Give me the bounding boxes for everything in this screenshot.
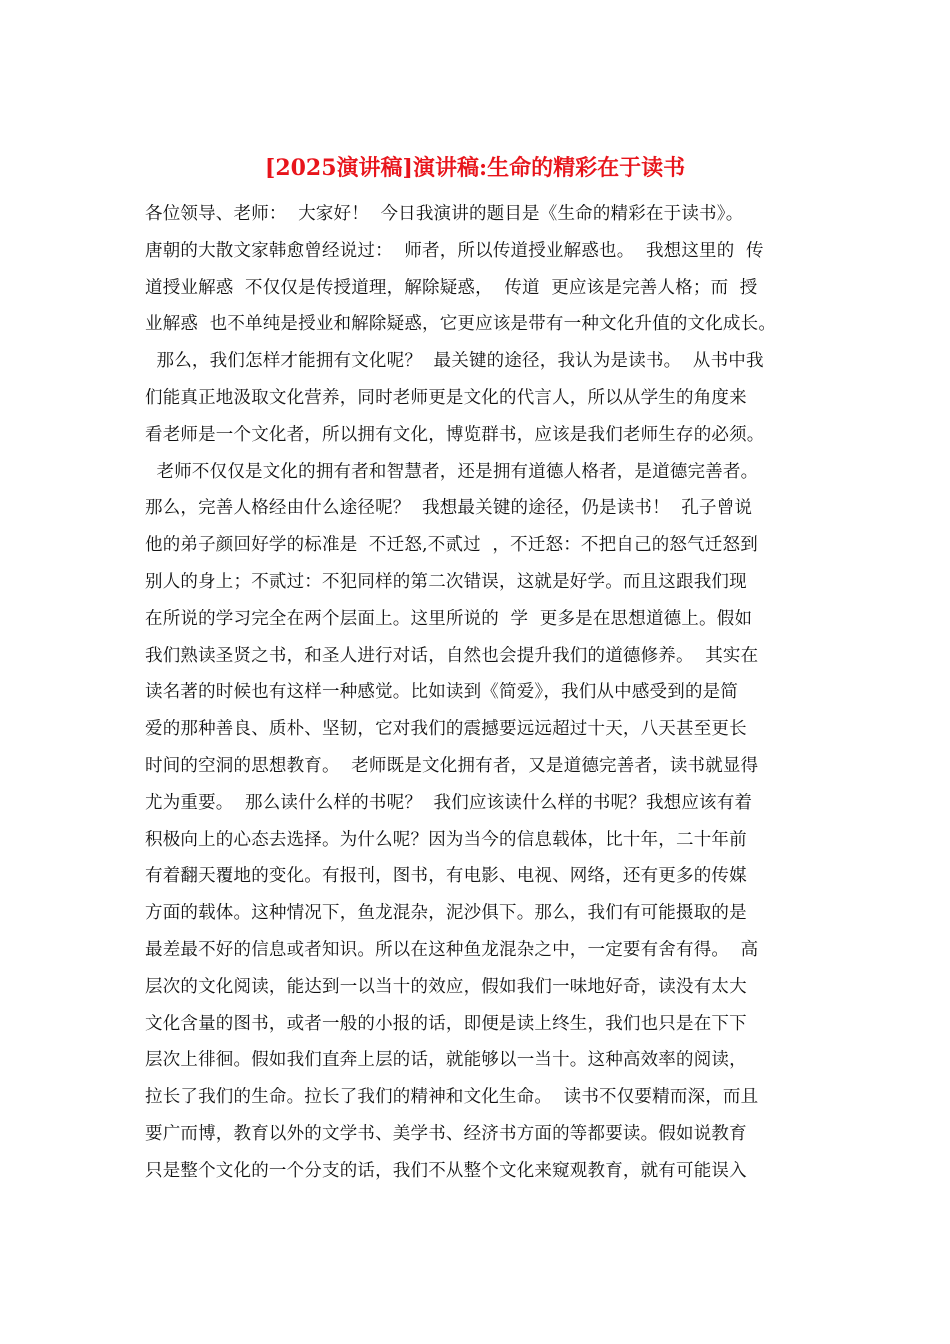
body-line: 读名著的时候也有这样一种感觉。比如读到《简爱》，我们从中感受到的是简 — [145, 682, 739, 703]
body-line: 道授业解惑 不仅仅是传授道理，解除疑惑， 传道 更应该是完善人格；而 授 — [145, 277, 758, 298]
body-line: 只是整个文化的一个分支的话，我们不从整个文化来窥观教育，就有可能误入 — [145, 1160, 747, 1181]
body-line: 尤为重要。 那么读什么样的书呢？ 我们应该读什么样的书呢？我想应该有着 — [145, 792, 753, 813]
body-line: 层次上徘徊。假如我们直奔上层的话，就能够以一当十。这种高效率的阅读， — [145, 1050, 747, 1071]
body-line: 看老师是一个文化者，所以拥有文化，博览群书，应该是我们老师生存的必须。 — [145, 424, 765, 445]
body-line: 爱的那种善良、质朴、坚韧，它对我们的震撼要远远超过十天，八天甚至更长 — [145, 719, 747, 740]
body-line: 文化含量的图书，或者一般的小报的话，即便是读上终生，我们也只是在下下 — [145, 1013, 747, 1034]
body-line: 老师不仅仅是文化的拥有者和智慧者，还是拥有道德人格者，是道德完善者。 — [145, 461, 759, 482]
body-line: 有着翻天覆地的变化。有报刊，图书，有电影、电视、网络，还有更多的传媒 — [145, 866, 747, 887]
body-line: 层次的文化阅读，能达到一以当十的效应，假如我们一味地好奇，读没有太大 — [145, 976, 747, 997]
body-line: 别人的身上；不贰过：不犯同样的第二次错误，这就是好学。而且这跟我们现 — [145, 571, 747, 592]
body-line: 在所说的学习完全在两个层面上。这里所说的 学 更多是在思想道德上。假如 — [145, 608, 753, 629]
body-line: 拉长了我们的生命。拉长了我们的精神和文化生命。 读书不仅要精而深，而且 — [145, 1087, 759, 1108]
body-line: 那么，完善人格经由什么途径呢？ 我想最关键的途径，仍是读书！ 孔子曾说 — [145, 498, 753, 519]
body-line: 要广而博，教育以外的文学书、美学书、经济书方面的等都要读。假如说教育 — [145, 1123, 747, 1144]
body-line: 们能真正地汲取文化营养，同时老师更是文化的代言人，所以从学生的角度来 — [145, 387, 747, 408]
body-line: 业解惑 也不单纯是授业和解除疑惑，它更应该是带有一种文化升值的文化成长。 — [145, 314, 777, 335]
body-line: 方面的载体。这种情况下，鱼龙混杂，泥沙俱下。那么，我们有可能摄取的是 — [145, 903, 747, 924]
body-line: 积极向上的心态去选择。为什么呢？因为当今的信息载体，比十年，二十年前 — [145, 829, 747, 850]
body-line: 各位领导、老师： 大家好！ 今日我演讲的题目是《生命的精彩在于读书》。 — [145, 204, 744, 224]
document-title: [2025演讲稿]演讲稿:生命的精彩在于读书 — [264, 155, 686, 181]
body-line: 我们熟读圣贤之书，和圣人进行对话，自然也会提升我们的道德修养。 其实在 — [145, 645, 759, 666]
document-body — [145, 196, 825, 1190]
body-line: 最差最不好的信息或者知识。所以在这种鱼龙混杂之中，一定要有舍有得。 高 — [145, 939, 759, 960]
body-line: 唐朝的大散文家韩愈曾经说过： 师者，所以传道授业解惑也。 我想这里的 传 — [145, 240, 764, 261]
body-line: 那么，我们怎样才能拥有文化呢？ 最关键的途径，我认为是读书。 从书中我 — [145, 351, 764, 372]
body-line: 时间的空洞的思想教育。 老师既是文化拥有者，又是道德完善者，读书就显得 — [145, 755, 759, 776]
body-line: 他的弟子颜回好学的标准是 不迁怒,不贰过 ，不迁怒：不把自己的怒气迁怒到 — [145, 535, 758, 556]
